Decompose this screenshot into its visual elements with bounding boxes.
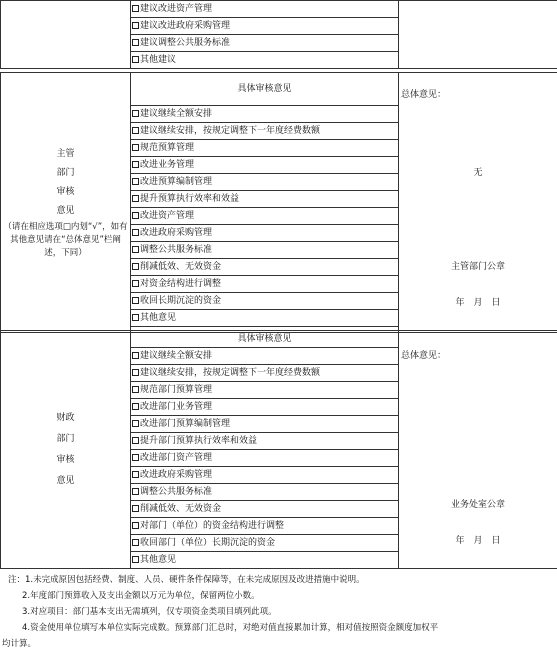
list-item[interactable]: 建议继续安排，按规定调整下一年度经费数额 <box>131 123 399 140</box>
list-item[interactable]: 改进部门预算编制管理 <box>131 416 399 433</box>
list-item[interactable]: 调整公共服务标准 <box>131 242 399 259</box>
list-item[interactable]: 其他意见 <box>131 552 399 569</box>
list-item[interactable]: 改进业务管理 <box>131 157 399 174</box>
checkbox[interactable] <box>132 22 139 29</box>
checkbox[interactable] <box>132 212 139 219</box>
list-item[interactable]: 改进资产管理 <box>131 208 399 225</box>
finance-overall-opinion[interactable] <box>399 331 557 569</box>
dept-review-header: 具体审核意见 <box>131 73 399 106</box>
finance-review-table <box>0 330 557 569</box>
note-line: 均计算。 <box>2 639 37 649</box>
checkbox[interactable] <box>132 127 139 134</box>
checkbox[interactable] <box>132 437 139 444</box>
list-item[interactable]: 改进政府采购管理 <box>131 467 399 484</box>
finance-seal-label: 业务处室公章 <box>450 500 505 510</box>
list-item[interactable]: 提升部门预算执行效率和效益 <box>131 433 399 450</box>
checkbox[interactable] <box>132 229 139 236</box>
dept-overall-label: 总体意见： <box>401 90 447 100</box>
list-item[interactable]: 收回部门（单位）长期沉淀的资金 <box>131 535 399 552</box>
list-item[interactable]: 对部门（单位）的资金结构进行调整 <box>131 518 399 535</box>
dept-overall-opinion[interactable] <box>399 73 557 333</box>
dept-review-note: （请在相应选项□内划“√”，如有其他意见请在“总体意见”栏阐述，下同） <box>3 222 128 258</box>
checkbox[interactable] <box>132 539 139 546</box>
checkbox[interactable] <box>132 56 139 63</box>
checkbox[interactable] <box>132 5 139 12</box>
finance-review-header: 具体审核意见 <box>131 331 399 348</box>
list-item[interactable]: 规范部门预算管理 <box>131 382 399 399</box>
checkbox[interactable] <box>132 110 139 117</box>
list-item[interactable]: 规范预算管理 <box>131 140 399 157</box>
list-item[interactable]: 削减低效、无效资金 <box>131 501 399 518</box>
dept-review-label: 主管 部门 审核 意见 （请在相应选项□内划“√”，如有其他意见请在“总体意见”栏阐述，下同） <box>1 73 131 333</box>
checkbox[interactable] <box>132 471 139 478</box>
dept-review-table <box>0 72 557 333</box>
list-item[interactable]: 其他建议 <box>131 52 399 69</box>
note-line: 2.年度部门预算收入及支出金额以万元为单位，保留两位小数。 <box>22 591 260 601</box>
checkbox[interactable] <box>132 403 139 410</box>
list-item[interactable]: 建议继续安排，按规定调整下一年度经费数额 <box>131 365 399 382</box>
dept-seal-label: 主管部门公章 <box>450 262 505 272</box>
note-line: 3.对应项目：部门基本支出无需填列，仅专项资金类项目填列此项。 <box>22 607 277 617</box>
finance-overall-label: 总体意见： <box>401 351 447 361</box>
top-left-cell <box>1 1 131 69</box>
checkbox[interactable] <box>132 420 139 427</box>
checkbox[interactable] <box>132 263 139 270</box>
checkbox[interactable] <box>132 522 139 529</box>
finance-review-label: 财政 部门 审核 意见 <box>1 331 131 569</box>
list-item[interactable]: 削减低效、无效资金 <box>131 259 399 276</box>
checkbox[interactable] <box>132 144 139 151</box>
list-item[interactable]: 改进部门业务管理 <box>131 399 399 416</box>
checkbox[interactable] <box>132 369 139 376</box>
checkbox[interactable] <box>132 454 139 461</box>
list-item[interactable]: 提升预算执行效率和效益 <box>131 191 399 208</box>
footnotes <box>0 572 557 652</box>
checkbox[interactable] <box>132 246 139 253</box>
list-item[interactable]: 调整公共服务标准 <box>131 484 399 501</box>
checkbox[interactable] <box>132 195 139 202</box>
list-item[interactable]: 改进预算编制管理 <box>131 174 399 191</box>
top-suggestions-table <box>0 0 557 69</box>
checkbox[interactable] <box>132 297 139 304</box>
list-item[interactable]: 收回长期沉淀的资金 <box>131 293 399 310</box>
checkbox[interactable] <box>132 505 139 512</box>
dept-overall-value: 无 <box>473 168 483 178</box>
list-item[interactable]: 其他意见 <box>131 310 399 327</box>
note-line: 4.资金使用单位填写本单位实际完成数。预算部门汇总时，对绝对值直接累加计算，相对值按照资金额度加权平 <box>22 623 439 633</box>
checkbox[interactable] <box>132 161 139 168</box>
list-item[interactable]: 建议继续全额安排 <box>131 348 399 365</box>
top-right-cell <box>399 1 557 69</box>
note-line: 注：1.未完成原因包括经费、制度、人员、硬件条件保障等，在未完成原因及改进措施中说明。 <box>8 575 365 585</box>
checkbox[interactable] <box>132 280 139 287</box>
finance-date-label: 年 月 日 <box>455 536 501 546</box>
dept-date-label: 年 月 日 <box>455 298 501 308</box>
checkbox[interactable] <box>132 178 139 185</box>
list-item[interactable]: 改进部门资产管理 <box>131 450 399 467</box>
checkbox[interactable] <box>132 556 139 563</box>
list-item[interactable]: 建议调整公共服务标准 <box>131 35 399 52</box>
checkbox[interactable] <box>132 352 139 359</box>
list-item[interactable]: 对资金结构进行调整 <box>131 276 399 293</box>
list-item[interactable]: 建议继续全额安排 <box>131 106 399 123</box>
list-item[interactable]: 建议改进政府采购管理 <box>131 18 399 35</box>
checkbox[interactable] <box>132 314 139 321</box>
checkbox[interactable] <box>132 386 139 393</box>
checkbox[interactable] <box>132 39 139 46</box>
checkbox[interactable] <box>132 488 139 495</box>
list-item[interactable]: 改进政府采购管理 <box>131 225 399 242</box>
list-item[interactable]: 建议改进资产管理 <box>131 1 399 18</box>
